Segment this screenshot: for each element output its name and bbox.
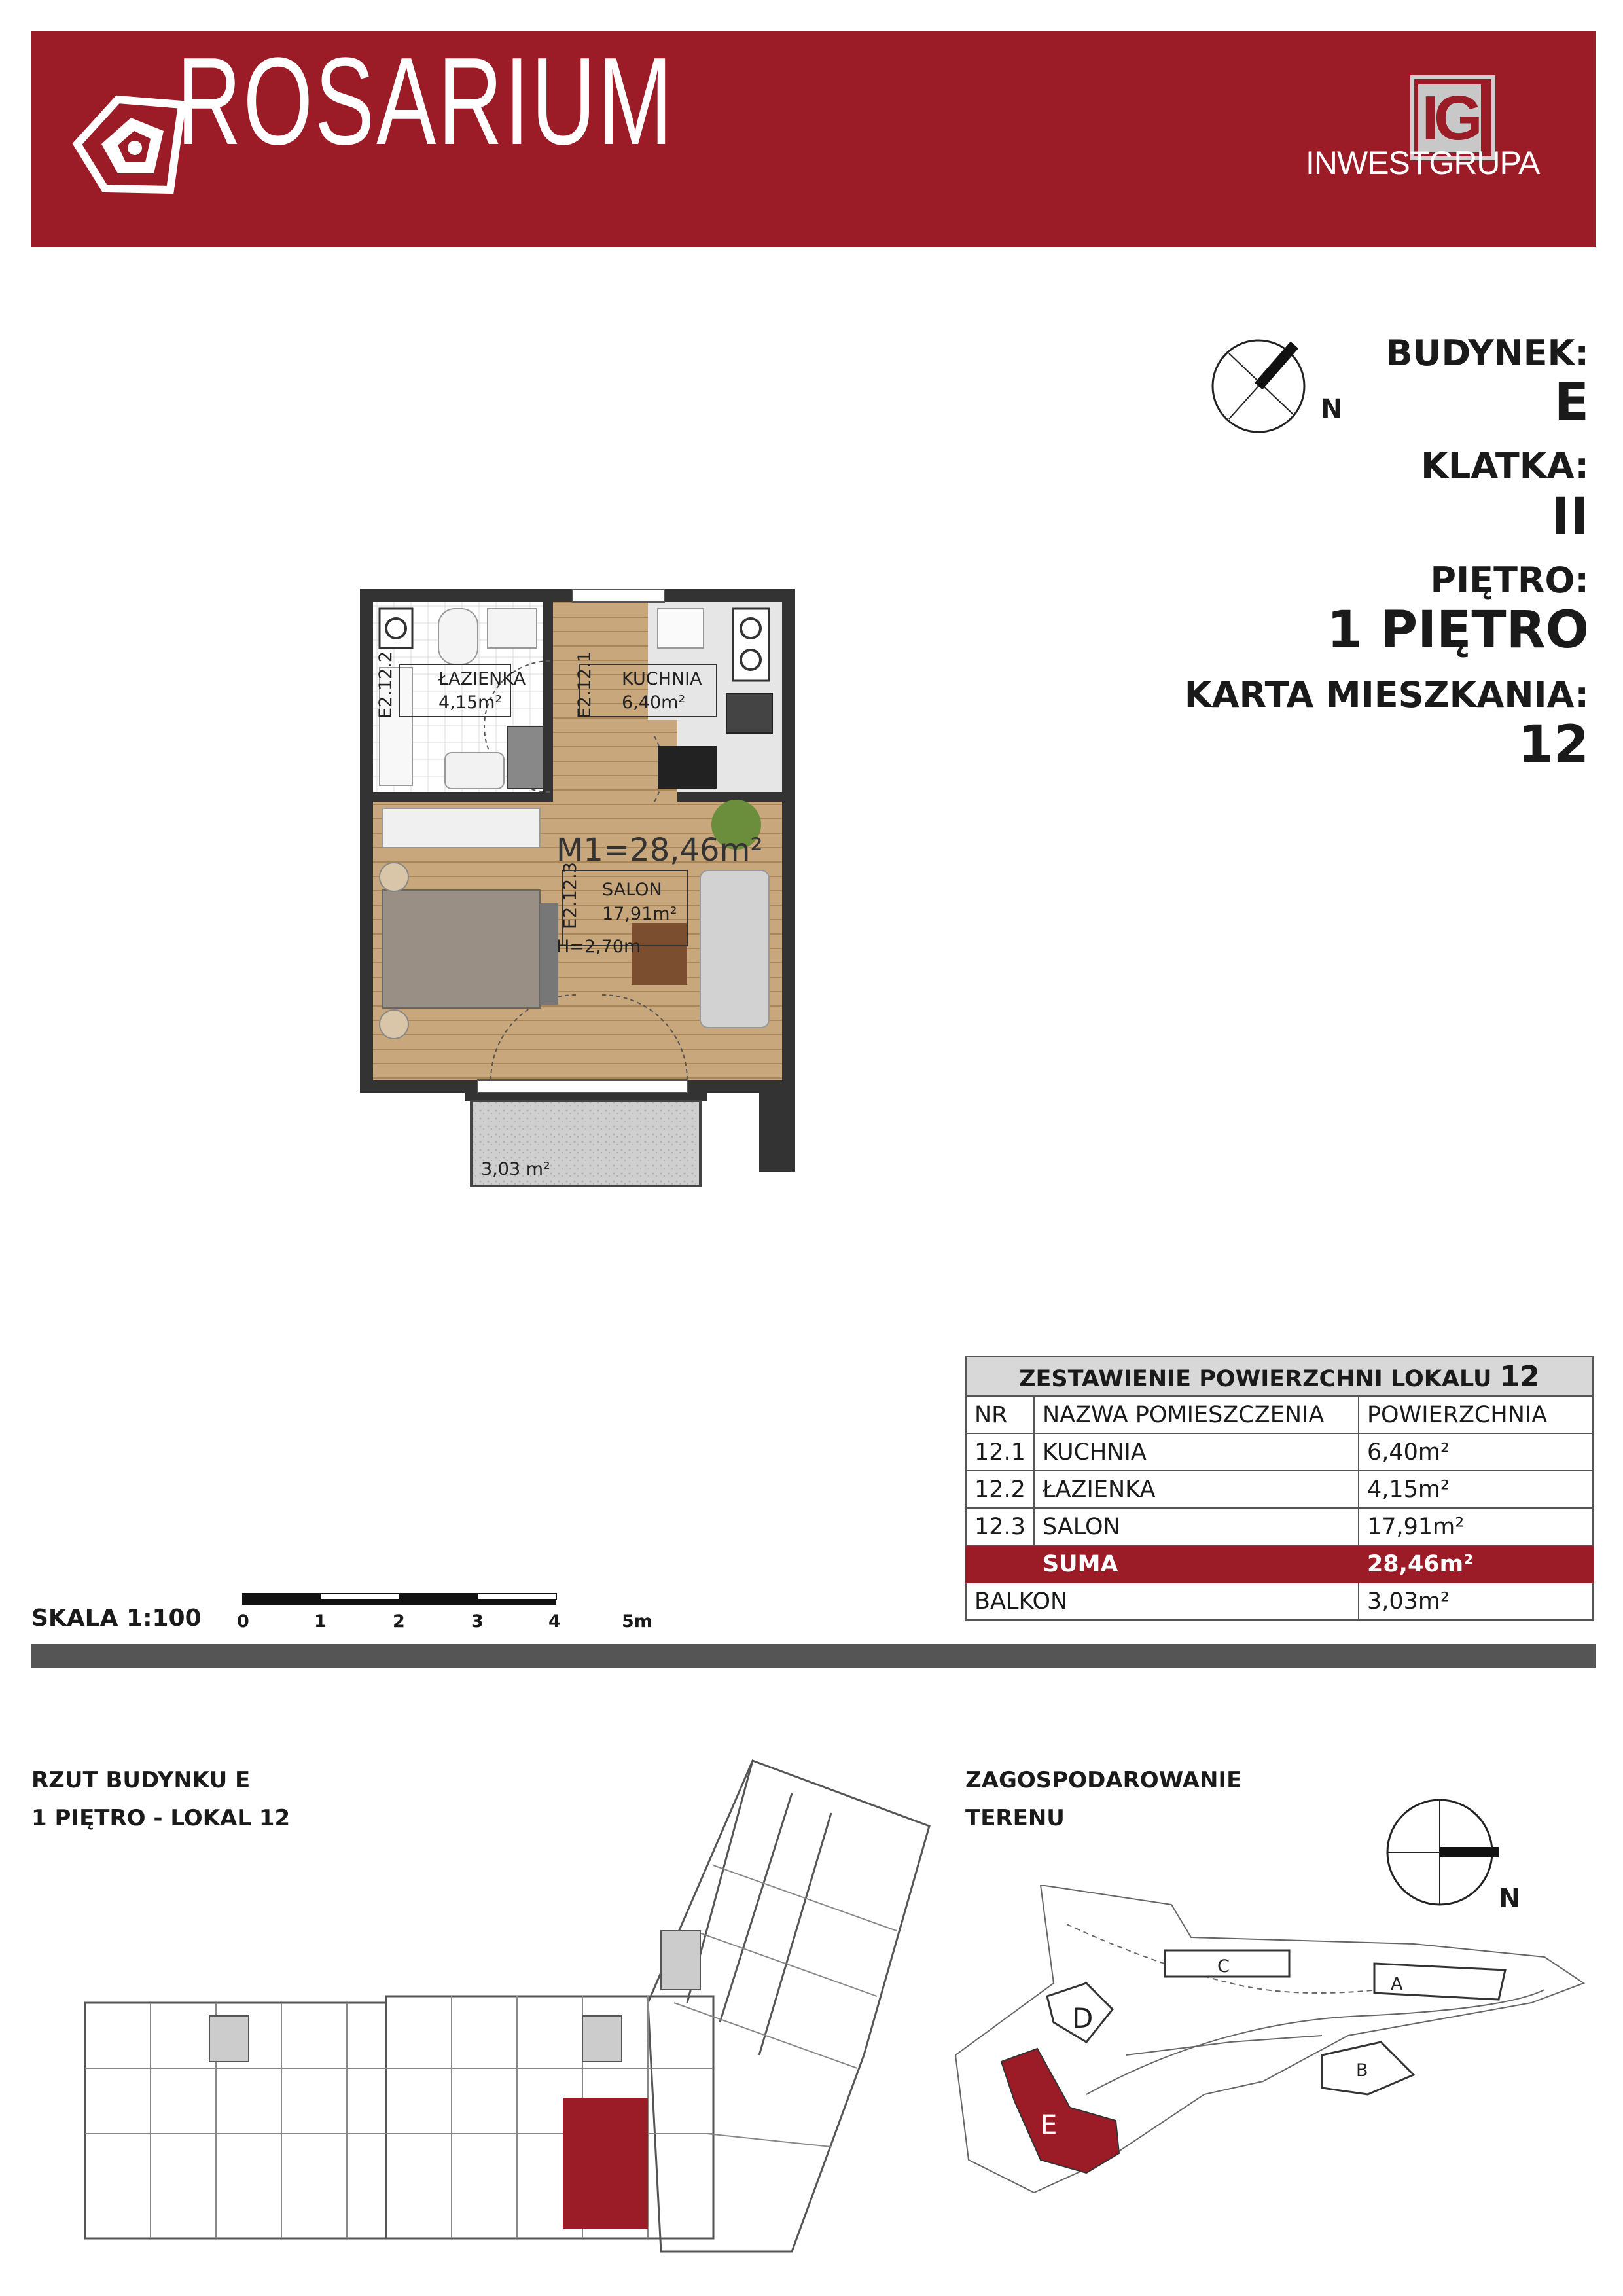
site-compass-north-label: N (1499, 1884, 1521, 1914)
row-name: KUCHNIA (1034, 1433, 1359, 1471)
scale-tick: 5m (622, 1611, 652, 1632)
row-nr: 12.3 (966, 1508, 1034, 1545)
salon-name: SALON (602, 880, 662, 900)
height-label: H=2,70m (556, 937, 641, 957)
building-floor-plan (59, 1715, 936, 2278)
scale-tick: 1 (314, 1611, 327, 1632)
total-area-label: M1=28,46m² (556, 832, 763, 869)
site-building-b: B (1356, 2060, 1368, 2081)
row-area: 4,15m² (1359, 1471, 1593, 1508)
scale-bar (242, 1593, 635, 1609)
table-title (966, 1357, 1593, 1396)
row-area: 17,91m² (1359, 1508, 1593, 1545)
bathroom-name: ŁAZIENKA (438, 669, 526, 689)
scale-tick: 3 (471, 1611, 484, 1632)
kitchen-name: KUCHNIA (622, 669, 702, 689)
row-nr: 12.2 (966, 1471, 1034, 1508)
building-label: BUDYNEK: (1385, 332, 1589, 374)
sum-row (966, 1545, 1593, 1583)
site-building-e: E (1041, 2110, 1058, 2140)
site-plan-title-line2: TERENU (965, 1804, 1065, 1831)
bathroom-area: 4,15m² (438, 692, 503, 713)
site-plan-map (955, 1885, 1597, 2199)
site-building-a: A (1391, 1974, 1403, 1994)
balcony-value: 3,03m² (1359, 1583, 1593, 1620)
balcony-row (966, 1583, 1593, 1620)
table-row (966, 1433, 1593, 1471)
developer-name: INWESTGRUPA (1306, 145, 1540, 181)
site-plan-title (965, 1762, 1241, 1838)
stairwell-value: II (1550, 488, 1589, 547)
sum-label: SUMA (1034, 1545, 1359, 1583)
building-plan-title-line1: RZUT BUDYNKU E (31, 1767, 251, 1793)
table-title-text: ZESTAWIENIE POWIERZCHNI LOKALU (1019, 1365, 1492, 1392)
brand-name: ROSARIUM (177, 32, 675, 171)
sum-value: 28,46m² (1359, 1545, 1593, 1583)
table-title-number: 12 (1499, 1359, 1540, 1393)
header-nr: NR (966, 1396, 1034, 1433)
site-building-d: D (1072, 2002, 1094, 2034)
highlighted-unit (563, 2098, 648, 2229)
row-name: ŁAZIENKA (1034, 1471, 1359, 1508)
balcony-area-label: 3,03 m² (481, 1159, 550, 1179)
card-value: 12 (1518, 715, 1589, 774)
apartment-floor-plan (360, 589, 805, 1198)
scale-tick: 4 (548, 1611, 561, 1632)
floor-label: PIĘTRO: (1430, 560, 1589, 601)
header-area: POWIERZCHNIA (1359, 1396, 1593, 1433)
scale-tick: 2 (393, 1611, 405, 1632)
rosarium-logo-icon (72, 92, 190, 196)
row-name: SALON (1034, 1508, 1359, 1545)
salon-area: 17,91m² (602, 904, 677, 924)
card-label: KARTA MIESZKANIA: (1184, 674, 1589, 715)
site-building-c: C (1217, 1956, 1230, 1977)
kitchen-code: E2.12.1 (575, 651, 595, 719)
building-plan-title-line2: 1 PIĘTRO - LOKAL 12 (31, 1804, 291, 1831)
area-summary-table (965, 1356, 1594, 1621)
row-area: 6,40m² (1359, 1433, 1593, 1471)
bathroom-code: E2.12.2 (376, 651, 396, 719)
building-value: E (1554, 373, 1589, 432)
site-plan-title-line1: ZAGOSPODAROWANIE (965, 1767, 1242, 1793)
header-room-name: NAZWA POMIESZCZENIA (1034, 1396, 1359, 1433)
floor-value: 1 PIĘTRO (1327, 601, 1589, 660)
row-nr: 12.1 (966, 1433, 1034, 1471)
compass-north-label: N (1321, 394, 1343, 424)
section-divider (31, 1644, 1596, 1668)
balcony-label: BALKON (966, 1583, 1359, 1620)
stairwell-label: KLATKA: (1421, 445, 1589, 486)
developer-logo-text: IG (1418, 84, 1481, 152)
table-row (966, 1508, 1593, 1545)
compass-icon (1203, 331, 1360, 455)
salon-code: E2.12.3 (560, 862, 580, 929)
scale-label: SKALA 1:100 (31, 1605, 202, 1632)
scale-tick: 0 (237, 1611, 249, 1632)
table-row (966, 1471, 1593, 1508)
kitchen-area: 6,40m² (622, 692, 686, 713)
